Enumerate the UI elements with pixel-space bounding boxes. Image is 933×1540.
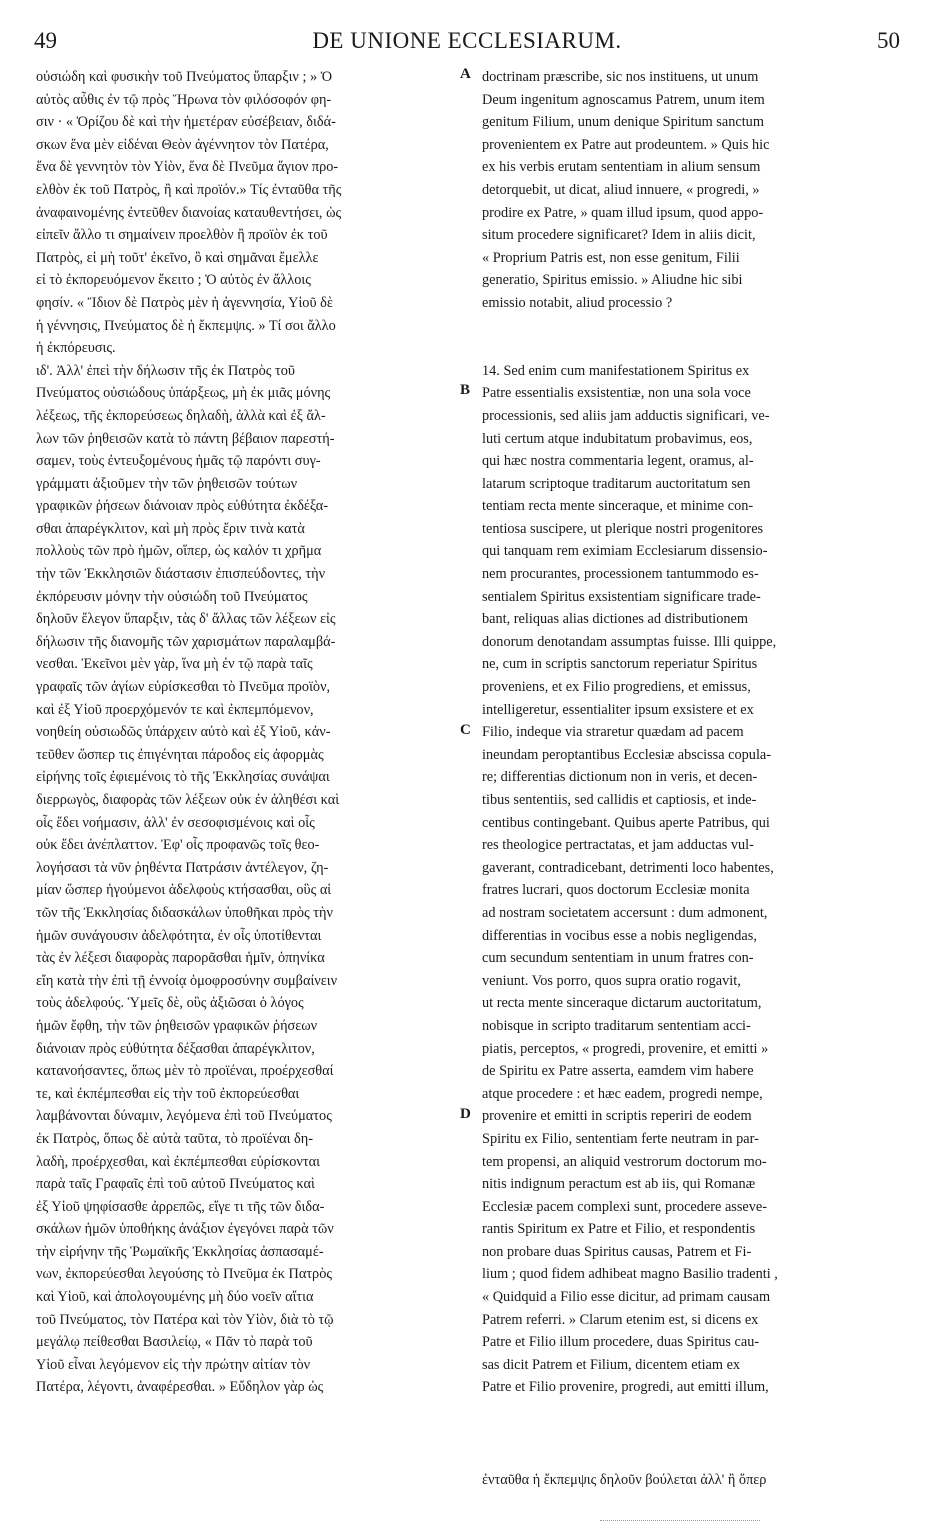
latin-text-line: ad nostram societatem accersunt : dum admonent, (482, 904, 768, 921)
latin-text-line: tentiosa suscipere, ut plerique nostri progenitores (482, 520, 764, 537)
latin-text-line: latarum scriptoque traditarum auctoritatum sen (482, 475, 751, 492)
greek-text-line: παρὰ ταῖς Γραφαῖς ἐπὶ τοῦ αὐτοῦ Πνεύματος καὶ (36, 1176, 315, 1193)
greek-text-line: γράμματι ἀξιοῦμεν τὴν τῶν ῥηθεισῶν τούτων (36, 475, 298, 492)
page-number-right: 50 (877, 28, 900, 53)
greek-text-line: νοηθείη οὐσιωδῶς ὑπάρχειν αὐτὸ καὶ ἐξ Υἱοῦ, κἀν- (36, 724, 331, 741)
latin-text-line: Patrem referri. » Clarum etenim est, si dicens ex (482, 1311, 759, 1328)
latin-text-line: tem propensi, an aliquid vestrorum doctorum mo- (482, 1153, 767, 1170)
greek-text-line: σκων ἕνα μὲν εἰδέναι Θεὸν ἀγέννητον τὸν Πατέρα, (36, 136, 329, 153)
greek-text-line: οἷς ἔδει νοήμασιν, ἀλλ' ἐν σεσοφισμένοις καὶ οἷς (36, 814, 315, 831)
latin-text-line: luti certum atque indubitatum probavimus, eos, (482, 430, 753, 447)
latin-text-line: « Quidquid a Filio esse dicitur, ad primam causam (482, 1289, 771, 1306)
greek-text-line: σκάλων ἡμῶν ὑποθήκης ἀνάξιον ἐγεγόνει παρὰ τῶν (36, 1221, 334, 1238)
greek-text-line: τε, καὶ ἐκπέμπεσθαι εἰς τὴν τοῦ ἐκπορεύεσθαι (36, 1085, 300, 1102)
latin-text-line: ne, cum in scriptis sanctorum reperiatur Spiritus (482, 656, 758, 673)
greek-text-line: κατανοήσαντες, ὅπως μὲν τὸ προϊέναι, προέρχεσθαί (36, 1063, 334, 1080)
latin-text-line: qui hæc nostra commentaria legent, oramus, al- (482, 453, 754, 470)
latin-text-line: proveniens, et ex Filio progrediens, et emissus, (482, 679, 751, 696)
greek-text-line: ἡ γέννησις, Πνεύματος δὲ ἡ ἔκπεμψις. » Τί σοι ἄλλο (36, 317, 336, 334)
greek-text-line: σθαι ἀπαρέγκλιτον, καὶ μὴ πρὸς ἔριν τινὰ κατὰ (36, 520, 305, 537)
greek-text-line: ιδ'. Ἀλλ' ἐπεὶ τὴν δήλωσιν τῆς ἐκ Πατρὸς τοῦ (36, 362, 295, 379)
latin-text-line: sentialem Spiritus exsistentiam significare trade- (482, 588, 761, 605)
greek-text-line: διερρωγὸς, διαφορὰς τῶν λέξεων οὐκ ἐν ἀληθέσι καὶ (36, 792, 340, 808)
page-number-left: 49 (34, 28, 57, 53)
greek-text-line: οὐκ ἔδει ἀνέπλαττον. Ἐφ' οἷς προφανῶς τοῖς θεο- (36, 837, 320, 854)
greek-text-line: ἐκπόρευσιν μόνην τὴν οὐσιώδη τοῦ Πνεύματος (36, 588, 308, 605)
latin-text-line: gaverant, contradicebant, detrimenti loco habentes, (482, 859, 774, 876)
greek-text-line: λαδὴ, προέρχεσθαι, καὶ ἐκπέμπεσθαι εὑρίσκονται (36, 1153, 320, 1170)
latin-text-line: lium ; quod fidem adhibeat magno Basilio tradenti , (482, 1266, 778, 1283)
margin-marker-b: B (460, 382, 471, 398)
greek-text-line: Πατέρα, λέγοντι, ἀναφέρεσθαι. » Εὔδηλον γὰρ ὡς (36, 1379, 324, 1396)
latin-text-line: fratres lucrari, quos doctorum Ecclesiæ monita (482, 882, 750, 899)
greek-text-line: λαμβάνονται δύναμιν, λεγόμενα ἐπὶ τοῦ Πνεύματος (36, 1108, 332, 1125)
greek-text-line: ἕνα δὲ γεννητὸν τὸν Υἱὸν, ἕνα δὲ Πνεῦμα ἅγιον προ- (36, 159, 339, 176)
latin-text-line: genitum Filium, unum denique Spiritum sanctum (482, 114, 764, 131)
latin-text-line: nitis indignum peractum est ab iis, qui Romanæ (482, 1176, 756, 1193)
greek-text-line: φησίν. « Ἴδιον δὲ Πατρὸς μὲν ἡ ἀγεννησία, Υἱοῦ δὲ (36, 294, 333, 311)
latin-text-line: emissio notabit, aliud processio ? (482, 294, 673, 311)
greek-text-line: νεσθαι. Ἐκεῖνοι μὲν γὰρ, ἵνα μὴ ἐν τῷ παρὰ ταῖς (36, 656, 313, 673)
greek-text-line: εἰπεῖν ἄλλο τι σημαίνειν προελθὸν ἢ προϊὸν ἐκ τοῦ (36, 227, 328, 244)
latin-text-line: ex his verbis erutam sententiam in alium sensum (482, 159, 761, 176)
latin-text-line: ut recta mente sinceraque dictarum auctoritatum, (482, 995, 762, 1012)
margin-marker-c: C (460, 722, 471, 738)
greek-text-line: Πνεύματος οὐσιώδους ὑπάρξεως, μὴ ἐκ μιᾶς μόνης (36, 385, 331, 402)
running-header (34, 28, 900, 58)
greek-text-line: αὐτὸς αὖθις ἐν τῷ πρὸς Ἥρωνα τὸν φιλόσοφόν φη- (36, 91, 332, 108)
running-title: DE UNIONE ECCLESIARUM. (312, 28, 622, 53)
greek-text-line: ἡμῶν ἔφθη, τὴν τῶν ῥηθεισῶν γραφικῶν ῥήσεων (36, 1017, 318, 1034)
latin-text-line: re; differentias dictionum non in veris, et decen- (482, 769, 758, 786)
greek-text-line: τεῦθεν ὥσπερ τις ἐπιγένηται πάροδος εἰς ἀφορμὰς (36, 746, 324, 763)
greek-text-line: εἰρήνης τοῖς ἐφιεμένοις τὸ τῆς Ἐκκλησίας συνάψαι (36, 769, 330, 786)
latin-text-line: nobisque in scripto traditarum sententiam acci- (482, 1017, 751, 1034)
latin-text-line: 14. Sed enim cum manifestationem Spiritus ex (482, 362, 750, 379)
greek-text-line: τοὺς ἀδελφούς. Ὑμεῖς δὲ, οὓς ἀξιῶσαι ὁ λόγος (36, 995, 304, 1012)
latin-text-line: res theologice pertractatas, et jam adductas vul- (482, 837, 754, 854)
greek-text-line: μεγάλῳ πείθεσθαι Βασιλείῳ, « Πᾶν τὸ παρὰ τοῦ (36, 1334, 313, 1351)
latin-text-line: provenire et emitti in scriptis reperiri de eodem (482, 1108, 752, 1125)
greek-text-line: εἰ τὸ ἐκπορευόμενον ἔκειτο ; Ὁ αὐτὸς ἐν ἄλλοις (36, 272, 311, 289)
latin-text-line: ineundam peroptantibus Ecclesiæ abscissa copula- (482, 746, 772, 763)
latin-column (482, 66, 907, 1399)
greek-text-line: καὶ Υἱοῦ, καὶ ἀπολογουμένης μὴ δύο νοεῖν αἴτια (36, 1289, 314, 1306)
greek-continuation-line: ἐνταῦθα ἡ ἔκπεμψις δηλοῦν βούλεται ἀλλ' ἢ ὅπερ (482, 1472, 767, 1488)
greek-text-line: Πατρὸς, εἰ μὴ τοῦτ' ἐκεῖνο, ὃ καὶ σημᾶναι ἔμελλε (36, 249, 319, 266)
greek-text-line: γραφικῶν ῥήσεων διάνοιαν πρὸς εὐθύτητα ἐκδέξα- (36, 498, 329, 515)
greek-text-line: σιν · « Ὁρίζου δὲ καὶ τὴν ἡμετέραν εὐσέβειαν, διδά- (36, 114, 336, 131)
greek-text-line: καὶ ἐξ Υἱοῦ προερχόμενόν τε καὶ ἐκπεμπόμενον, (36, 701, 314, 718)
greek-text-line: τὴν εἰρήνην τῆς Ῥωμαϊκῆς Ἐκκλησίας ἀσπασαμέ- (36, 1243, 324, 1260)
latin-text-line: Filio, indeque via straretur quædam ad pacem (482, 724, 744, 741)
latin-text-line: Spiritu ex Filio, sententiam ferte neutram in par- (482, 1130, 759, 1147)
latin-text-line: cum secundum sententiam in unum fratres con- (482, 950, 754, 967)
latin-text-line: doctrinam præscribe, sic nos instituens, ut unum (482, 69, 759, 85)
latin-text-line: detorquebit, ut dicat, aliud innuere, « progredi, » (482, 181, 760, 198)
latin-text-line: processionis, sed aliis jam adductis significari, ve- (482, 407, 770, 424)
latin-text-line (482, 315, 907, 338)
greek-text-line: τοῦ Πνεύματος, τὸν Πατέρα καὶ τὸν Υἱὸν, διὰ τὸ τῷ (36, 1311, 334, 1328)
latin-text-line: de Spiritu ex Patre asserta, eamdem vim habere (482, 1063, 754, 1080)
latin-text-line: Ecclesiæ pacem complexi sunt, procedere asseve- (482, 1198, 768, 1215)
latin-text-line: « Proprium Patris est, non esse genitum, Filii (482, 249, 740, 266)
greek-text-line: εἴη κατὰ τὴν ἐπὶ τῇ ἐννοίᾳ ὁμοφροσύνην συμβαίνειν (36, 972, 338, 989)
latin-text-line: Patre et Filio provenire, progredi, aut emitti illum, (482, 1379, 769, 1396)
latin-text-line: tentiam recta mente sinceraque, et minime con- (482, 498, 754, 515)
latin-text-line: differentias in vocibus esse a nobis negligendas, (482, 927, 757, 944)
greek-text-line: λογήσασι τὰ νῦν ῥηθέντα Πατράσιν ἀντέλεγον, ζη- (36, 859, 329, 876)
latin-text-line: centibus contingebant. Quibus aperte Patribus, qui (482, 814, 770, 831)
greek-text-line: δηλοῦν ἔλεγον ὕπαρξιν, τὰς δ' ἄλλας τῶν λέξεων εἰς (36, 611, 336, 628)
greek-text-line: τὰς ἐν λέξεσι διαφορὰς παρορᾶσθαι ἡμῖν, ὁπηνίκα (36, 950, 325, 967)
footer-rule (600, 1520, 760, 1522)
greek-text-line: λέξεως, τῆς ἐκπορεύσεως δηλαδὴ, ἀλλὰ καὶ ἐξ ἄλ- (36, 407, 326, 424)
greek-text-line: ἡμῶν συνάγουσιν ἀδελφότητα, ἐν οἷς ὑποτίθενται (36, 927, 322, 944)
latin-text-line: Patre et Filio illum procedere, duas Spiritus cau- (482, 1334, 760, 1351)
greek-text-line: σαμεν, τοὺς ἐντευξομένους ἡμᾶς τῷ παρόντι συγ- (36, 453, 321, 470)
latin-text-line: Patre essentialis exsistentiæ, non una sola voce (482, 385, 751, 402)
latin-text-line: provenientem ex Patre aut prodeuntem. » Quis hic (482, 136, 770, 153)
greek-text-line: νων, ἐκπορεύεσθαι λεγούσης τὸ Πνεῦμα ἐκ Πατρὸς (36, 1266, 333, 1283)
latin-text-line: generatio, Spiritus emissio. » Aliudne hic sibi (482, 272, 743, 289)
greek-text-line: Υἱοῦ εἶναι λεγόμενον εἰς τὴν πρώτην αἰτίαν τὸν (36, 1356, 311, 1373)
latin-text-line: situm procedere significaret? Idem in aliis dicit, (482, 227, 756, 244)
latin-text-line: Deum ingenitum agnoscamus Patrem, unum item (482, 91, 765, 108)
greek-column (36, 66, 462, 1399)
latin-text-line: qui tanquam rem eximiam Ecclesiarum dissensio- (482, 543, 768, 560)
margin-marker-a: A (460, 66, 471, 82)
latin-text-line: prodire ex Patre, » quam illud ipsum, quod appo- (482, 204, 764, 221)
greek-text-line: τῶν τῆς Ἐκκλησίας διδασκάλων ὑποθῆκαι πρὸς τὴν (36, 904, 333, 921)
latin-text-line: rantis Spiritum ex Patre et Filio, et respondentis (482, 1221, 756, 1238)
greek-text-line: τὴν τῶν Ἐκκλησιῶν διάστασιν ἐπισπεύδοντες, τὴν (36, 566, 326, 583)
latin-text-line: tibus sententiis, sed callidis et captiosis, et inde- (482, 792, 757, 808)
greek-text-line: γραφαῖς τῶν ἁγίων εὑρίσκεσθαι τὸ Πνεῦμα προϊὸν, (36, 679, 331, 696)
latin-text-line: veniunt. Vos porro, quos supra oratio rogavit, (482, 972, 741, 989)
latin-text-line: sas dicit Patrem et Filium, dicentem etiam ex (482, 1356, 741, 1373)
latin-text-line: atque procedere : et hæc eadem, progredi nempe, (482, 1085, 763, 1102)
greek-text-line: οὐσιώδη καὶ φυσικὴν τοῦ Πνεύματος ὕπαρξιν ; » Ὁ (36, 69, 333, 85)
greek-text-line: ἐξ Υἱοῦ ψηφίσασθε ἀρρεπῶς, εἴγε τι τῆς τῶν διδα- (36, 1198, 325, 1215)
greek-text-line: λων τῶν ῥηθεισῶν κατὰ τὸ πάντη βέβαιον παρεστή- (36, 430, 335, 447)
latin-text-line: nem procurantes, processionem tantummodo es- (482, 566, 759, 583)
margin-marker-d: D (460, 1106, 471, 1122)
latin-text-line: intelligeretur, essentialiter ipsum exsistere et ex (482, 701, 754, 718)
latin-text-line: piatis, perceptos, « progredi, provenire, et emitti » (482, 1040, 769, 1057)
latin-text-line: bant, reliquas alias dictiones ad distributionem (482, 611, 749, 628)
greek-text-line: διάνοιαν πρὸς εὐθύτητα δέξασθαι ἀπαρέγκλιτον, (36, 1040, 315, 1057)
latin-text-line: donorum denotandam assumptas fuisse. Illi quippe, (482, 633, 777, 650)
greek-text-line: δήλωσιν τῆς διανομῆς τῶν χαρισμάτων παραλαμβά- (36, 633, 336, 650)
latin-text-line: non probare duas Spiritus causas, Patrem et Fi- (482, 1243, 752, 1260)
greek-text-line: μίαν ὥσπερ ἡγούμενοι ἀδελφοὺς κτήσασθαι, οὓς αἱ (36, 882, 332, 899)
greek-text-line: ἐκ Πατρὸς, ὅπως δὲ αὐτὰ ταῦτα, τὸ προϊέναι δη- (36, 1130, 314, 1147)
greek-text-line: ἡ ἐκπόρευσις. (36, 340, 116, 357)
greek-text-line: ελθὸν ἐκ τοῦ Πατρὸς, ἢ καὶ προϊόν.» Τίς ἐνταῦθα τῆς (36, 181, 342, 198)
greek-text-line: ἀναφαινομένης ἐντεῦθεν διανοίας καταυθεντήσει, ὡς (36, 204, 342, 221)
greek-text-line: πολλοὺς τῶν πρὸ ἡμῶν, οἵπερ, ὡς καλόν τι χρῆμα (36, 543, 322, 560)
latin-text-line (482, 337, 907, 360)
